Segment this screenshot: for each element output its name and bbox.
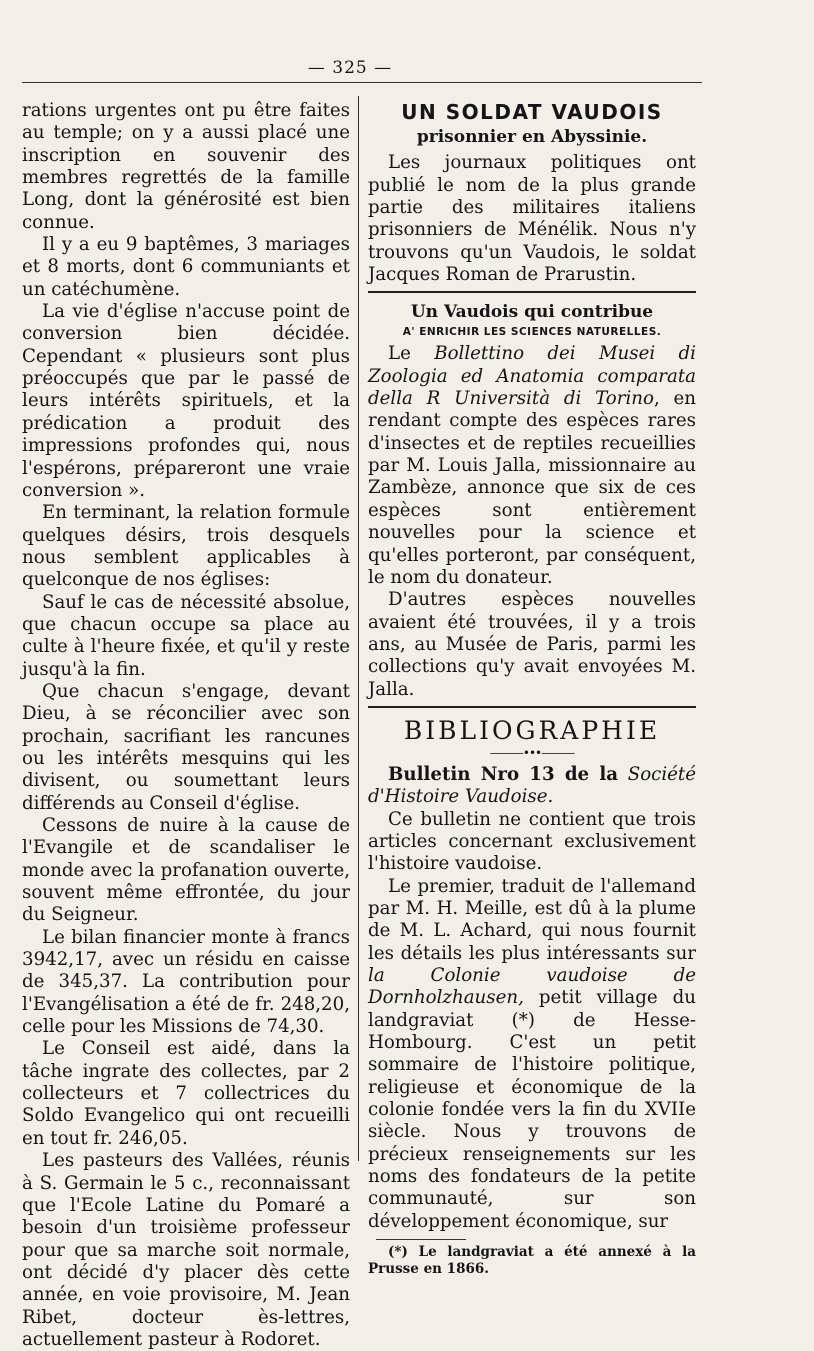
footnote: (*) Le landgraviat a été annexé à la Prusse en 1866.	[368, 1244, 696, 1278]
bibliography-paragraph-1: Ce bulletin ne contient que trois articles concernant exclusivement l'histoire vaudoise.	[368, 808, 696, 875]
left-column	[22, 100, 350, 1351]
left-paragraph-1: rations urgentes ont pu être faites au temple; on y a aussi placé une inscription en souvenir des membres regrettés de la famille Long, dont la générosité est bien connue.	[22, 100, 350, 233]
left-paragraph-7: Cessons de nuire à la cause de l'Evangile et de scandaliser le monde avec la profanation ouverte, souvent même effrontée, du jour du Seigneur.	[22, 815, 350, 926]
article1-subtitle: prisonnier en Abyssinie.	[416, 127, 648, 147]
section-rule-1	[368, 291, 696, 293]
left-paragraph-2: Il y a eu 9 baptêmes, 3 mariages et 8 morts, dont 6 communiants et un catéchumène.	[22, 234, 350, 300]
article2-paragraph-1	[368, 343, 696, 589]
bibliography-paragraph-2	[368, 876, 696, 1234]
column-divider	[358, 96, 359, 1161]
left-paragraph-3: La vie d'église n'accuse point de conversion bien décidée. Cependant « plusieurs sont plus préoccupés que par le passé de leurs intérêts spirituels, et la prédication a produit des impressions profondes qui, nous l'espérons, prépareront une vraie conversion ».	[22, 301, 350, 501]
page-number: — 325 —	[307, 58, 393, 78]
left-paragraph-9: Le Conseil est aidé, dans la tâche ingrate des collectes, par 2 collecteurs et 7 collectrices du Soldo Evangelico qui ont recueilli en tout fr. 246,05.	[22, 1038, 350, 1149]
bibliography-p2-italic: la Colonie vaudoise de Dornholzhausen,	[368, 965, 696, 1009]
left-paragraph-10: Les pasteurs des Vallées, réunis à S. Germain le 5 c., reconnaissant que l'Ecole Latine du Pomaré a besoin d'un troisième professeur pour que sa marche soit normale, ont décidé d'y placer dès cette année, en voie provisoire, M. Jean Ribet, docteur ès-lettres, actuellement pasteur à Rodoret.	[22, 1150, 350, 1350]
bibliography-title: BIBLIOGRAPHIE	[403, 715, 661, 745]
article2-p1-before: Le	[388, 343, 435, 365]
footnote-rule	[376, 1239, 466, 1240]
article2-title: Un Vaudois qui contribue	[410, 302, 654, 323]
bibliography-p2-after: petit village du landgraviat (*) de Hesse-Hombourg. C'est un petit sommaire de l'histoire politique, religieuse et économique de la colonie fondée vers la fin du XVIIe siècle. Nous y trouvons de précieux renseignements sur les noms des fondateurs de la petite communauté, sur son développement économique, sur	[368, 987, 696, 1232]
article1-text: Les journaux politiques ont publié le nom de la plus grande partie des militaires italiens prisonniers de Ménélik. Nous n'y trouvons qu'un Vaudois, le soldat Jacques Roman de Prarustin.	[368, 152, 696, 286]
header-rule	[22, 82, 702, 83]
article2-paragraph-2: D'autres espèces nouvelles avaient été trouvées, il y a trois ans, au Musée de Paris, parmi les collections qu'y avait envoyées M. Jalla.	[368, 589, 696, 700]
bibliography-p2-before: Le premier, traduit de l'allemand par M. H. Meille, est dû à la plume de M. L. Achard, qui nous fournit les détails les plus intéressants sur	[368, 875, 696, 964]
bibliography-heading-italic: Société d'Histoire Vaudoise.	[368, 763, 696, 808]
left-paragraph-5: Sauf le cas de nécessité absolue, que chacun occupe sa place au culte à l'heure fixée, et qu'il y reste jusqu'à la fin.	[22, 591, 350, 680]
article2-subtitle: A' ENRICHIR LES SCIENCES NATURELLES.	[402, 326, 662, 339]
bibliography-heading	[368, 764, 696, 809]
bibliography-heading-bold: Bulletin Nro 13 de la	[388, 763, 619, 785]
article2-p1-after: , en rendant compte des espèces rares d'insectes et de reptiles recueillies par M. Louis Jalla, missionnaire au Zambèze, annonce que six de ces espèces sont entièrement nouvelles pour la science et qu'elles porteront, par conséquent, le nom du donateur.	[368, 388, 696, 588]
left-paragraph-4: En terminant, la relation formule quelques désirs, trois desquels nous semblent applicables à quelconque de nos églises:	[22, 502, 350, 591]
article1-title: UN SOLDAT VAUDOIS	[401, 100, 663, 124]
left-paragraph-8: Le bilan financier monte à francs 3942,17, avec un résidu en caisse de 345,37. La contribution pour l'Evangélisation a été de fr. 248,20, celle pour les Missions de 74,30.	[22, 926, 350, 1038]
ornament-divider: ———•••———	[489, 745, 575, 760]
right-column	[368, 100, 696, 1278]
section-rule-2	[368, 706, 696, 708]
left-paragraph-6: Que chacun s'engage, devant Dieu, à se réconcilier avec son prochain, sacrifiant les rancunes ou les intérêts mesquins qui les divisent, ou soumettant leurs différends au Conseil d'église.	[22, 680, 350, 814]
article2-p1-italic: Bollettino dei Musei di Zoologia ed Anatomia comparata della R Università di Torino	[368, 343, 696, 410]
